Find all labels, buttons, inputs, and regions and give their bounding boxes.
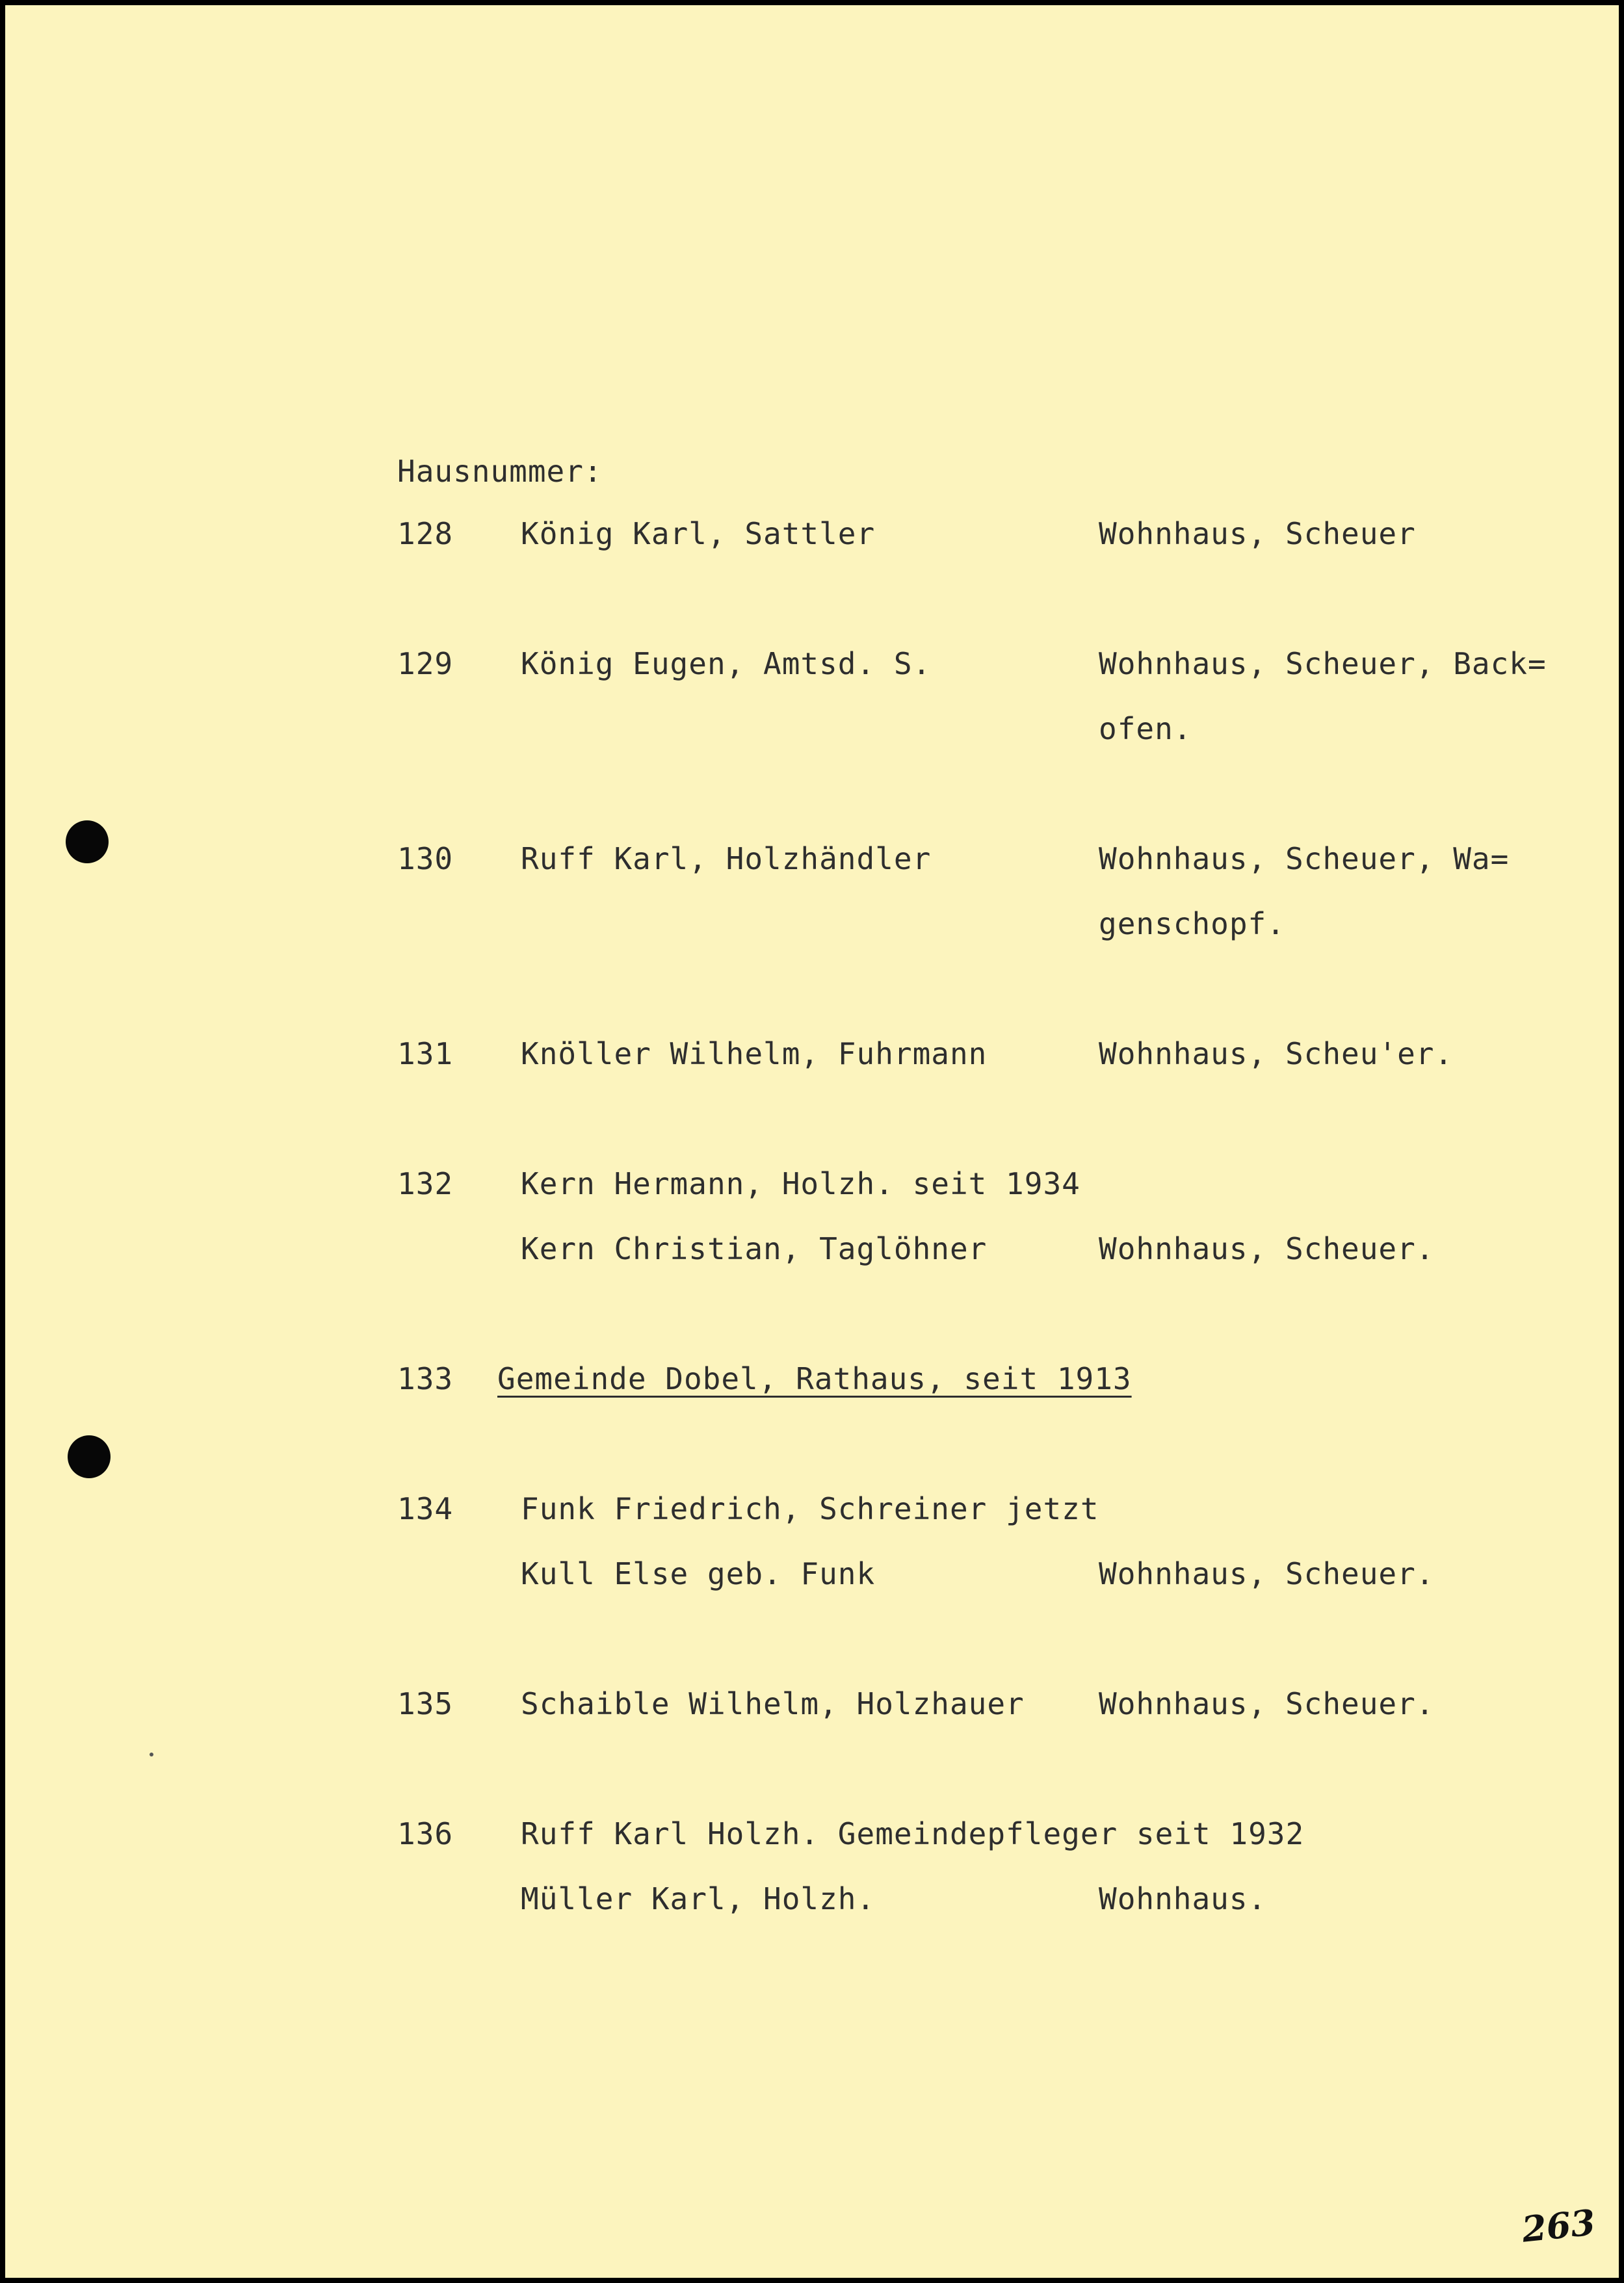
owner-name-secondary: Müller Karl, Holzh. (521, 1881, 876, 1916)
owner-name: Ruff Karl Holzh. Gemeindepfleger seit 1932 (521, 1816, 1305, 1851)
house-number: 128 (397, 516, 454, 551)
house-number: 136 (397, 1816, 454, 1851)
page-heading: Hausnummer: (397, 454, 603, 489)
owner-name: Ruff Karl, Holzhändler (521, 841, 932, 876)
document-page (5, 5, 1619, 2278)
building-description: Wohnhaus, Scheuer, Wa= (1099, 841, 1510, 876)
paper-speck (150, 1753, 153, 1756)
building-description: Wohnhaus, Scheuer. (1099, 1231, 1435, 1266)
building-description: Wohnhaus, Scheu'er. (1099, 1036, 1454, 1071)
punch-hole-bottom (68, 1435, 111, 1478)
owner-name: König Eugen, Amtsd. S. (521, 646, 932, 681)
owner-name-underlined: Gemeinde Dobel, Rathaus, seit 1913 (497, 1361, 1132, 1396)
house-number: 132 (397, 1166, 454, 1201)
owner-name: König Karl, Sattler (521, 516, 876, 551)
building-description-continued: genschopf. (1099, 906, 1285, 941)
owner-name-secondary: Kern Christian, Taglöhner (521, 1231, 988, 1266)
punch-hole-top (66, 820, 109, 863)
house-number: 133 (397, 1361, 454, 1396)
building-description: Wohnhaus, Scheuer. (1099, 1686, 1435, 1721)
building-description: Wohnhaus, Scheuer. (1099, 1556, 1435, 1591)
owner-name: Kern Hermann, Holzh. seit 1934 (521, 1166, 1080, 1201)
building-description: Wohnhaus, Scheuer, Back= (1099, 646, 1547, 681)
house-number: 130 (397, 841, 454, 876)
house-number: 129 (397, 646, 454, 681)
owner-name: Schaible Wilhelm, Holzhauer (521, 1686, 1025, 1721)
owner-name: Knöller Wilhelm, Fuhrmann (521, 1036, 988, 1071)
building-description-continued: ofen. (1099, 711, 1192, 746)
owner-name: Funk Friedrich, Schreiner jetzt (521, 1491, 1099, 1526)
building-description: Wohnhaus, Scheuer (1099, 516, 1416, 551)
house-number: 131 (397, 1036, 454, 1071)
building-description: Wohnhaus. (1099, 1881, 1267, 1916)
house-number: 134 (397, 1491, 454, 1526)
owner-name-secondary: Kull Else geb. Funk (521, 1556, 876, 1591)
handwritten-page-number: 263 (1519, 2201, 1597, 2250)
house-number: 135 (397, 1686, 454, 1721)
